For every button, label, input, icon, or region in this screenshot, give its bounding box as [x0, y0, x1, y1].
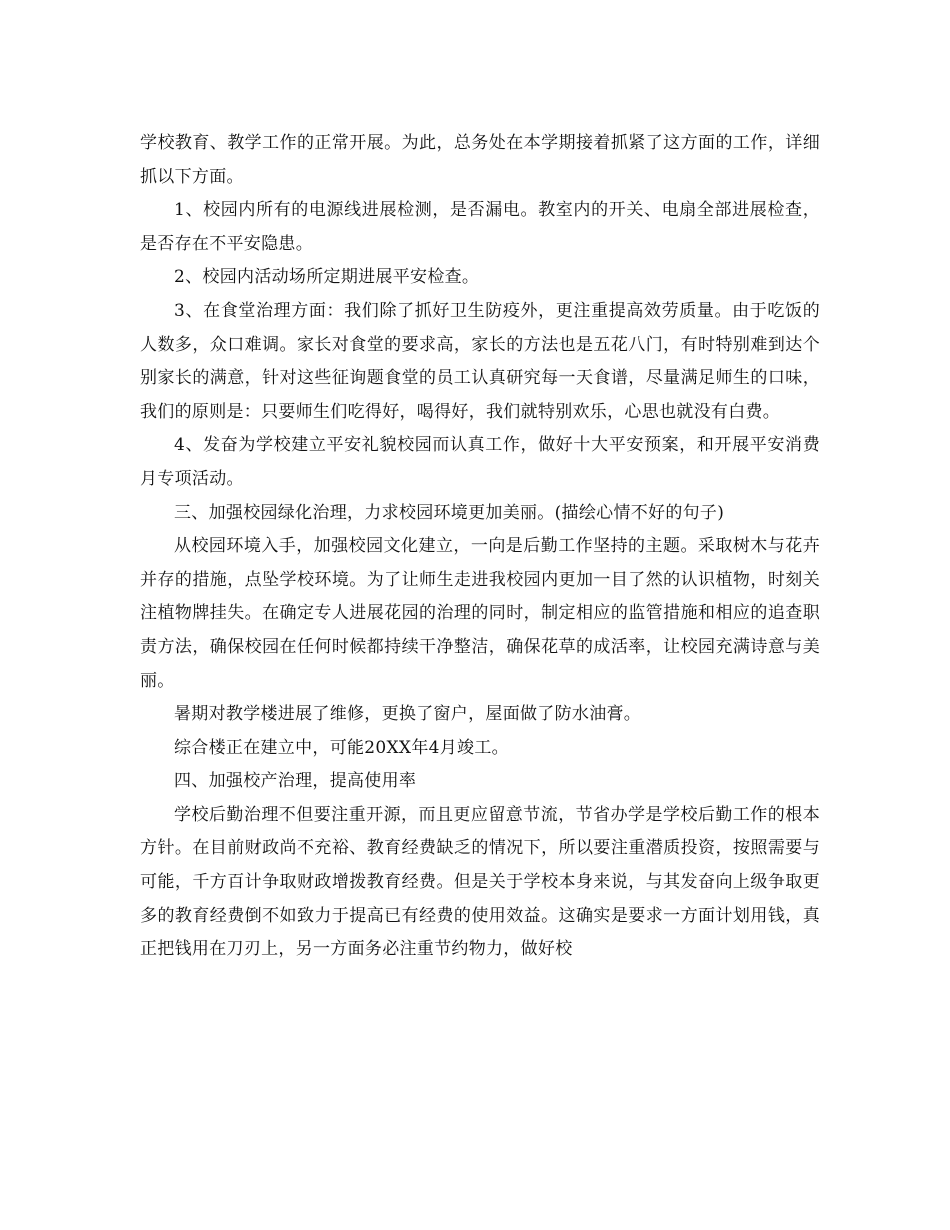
document-body: [140, 127, 820, 967]
paragraph-asset-management: 学校后勤治理不但要注重开源，而且更应留意节流，节省办学是学校后勤工作的根本方针。在目前财政尚不充裕、教育经费缺乏的情况下，所以要注重潜质投资，按照需要与可能，千方百计争取财政增拨教育经费。但是关于学校本身来说，与其发奋向上级争取更多的教育经费倒不如致力于提高已有经费的使用效益。这确实是要求一方面计划用钱，真正把钱用在刀刃上，另一方面务必注重节约物力，做好校: [140, 804, 820, 960]
paragraph-item-3: 3、在食堂治理方面：我们除了抓好卫生防疫外，更注重提高效劳质量。由于吃饭的人数多，众口难调。家长对食堂的要求高，家长的方法也是五花八门，有时特别难到达个别家长的满意，针对这些征询题食堂的员工认真研究每一天食谱，尽量满足师生的口味，我们的原则是：只要师生们吃得好，喝得好，我们就特别欢乐，心思也就没有白费。: [140, 300, 820, 422]
paragraph-item-4: 4、发奋为学校建立平安礼貌校园而认真工作，做好十大平安预案，和开展平安消费月专项活动。: [140, 435, 820, 489]
paragraph-summer-repair: 暑期对教学楼进展了维修，更换了窗户，屋面做了防水油膏。: [174, 704, 642, 725]
section-heading-4: 四、加强校产治理，提高使用率: [174, 771, 417, 792]
paragraph-item-2: 2、校园内活动场所定期进展平安检查。: [174, 267, 480, 288]
paragraph-complex-building: 综合楼正在建立中，可能20XX年4月竣工。: [174, 737, 509, 758]
paragraph-intro-continued: 学校教育、教学工作的正常开展。为此，总务处在本学期接着抓紧了这方面的工作，详细抓以下方面。: [140, 133, 820, 187]
paragraph-greening: 从校园环境入手，加强校园文化建立，一向是后勤工作坚持的主题。采取树木与花卉并存的措施，点坠学校环境。为了让师生走进我校园内更加一目了然的认识植物，时刻关注植物牌挂失。在确定专人进展花园的治理的同时，制定相应的监管措施和相应的追查职责方法，确保校园在任何时候都持续干净整洁，确保花草的成活率，让校园充满诗意与美丽。: [140, 536, 820, 691]
section-heading-3: 三、加强校园绿化治理，力求校园环境更加美丽。(描绘心情不好的句子): [174, 502, 725, 523]
paragraph-item-1: 1、校园内所有的电源线进展检测，是否漏电。教室内的开关、电扇全部进展检查，是否存在不平安隐患。: [140, 200, 820, 254]
